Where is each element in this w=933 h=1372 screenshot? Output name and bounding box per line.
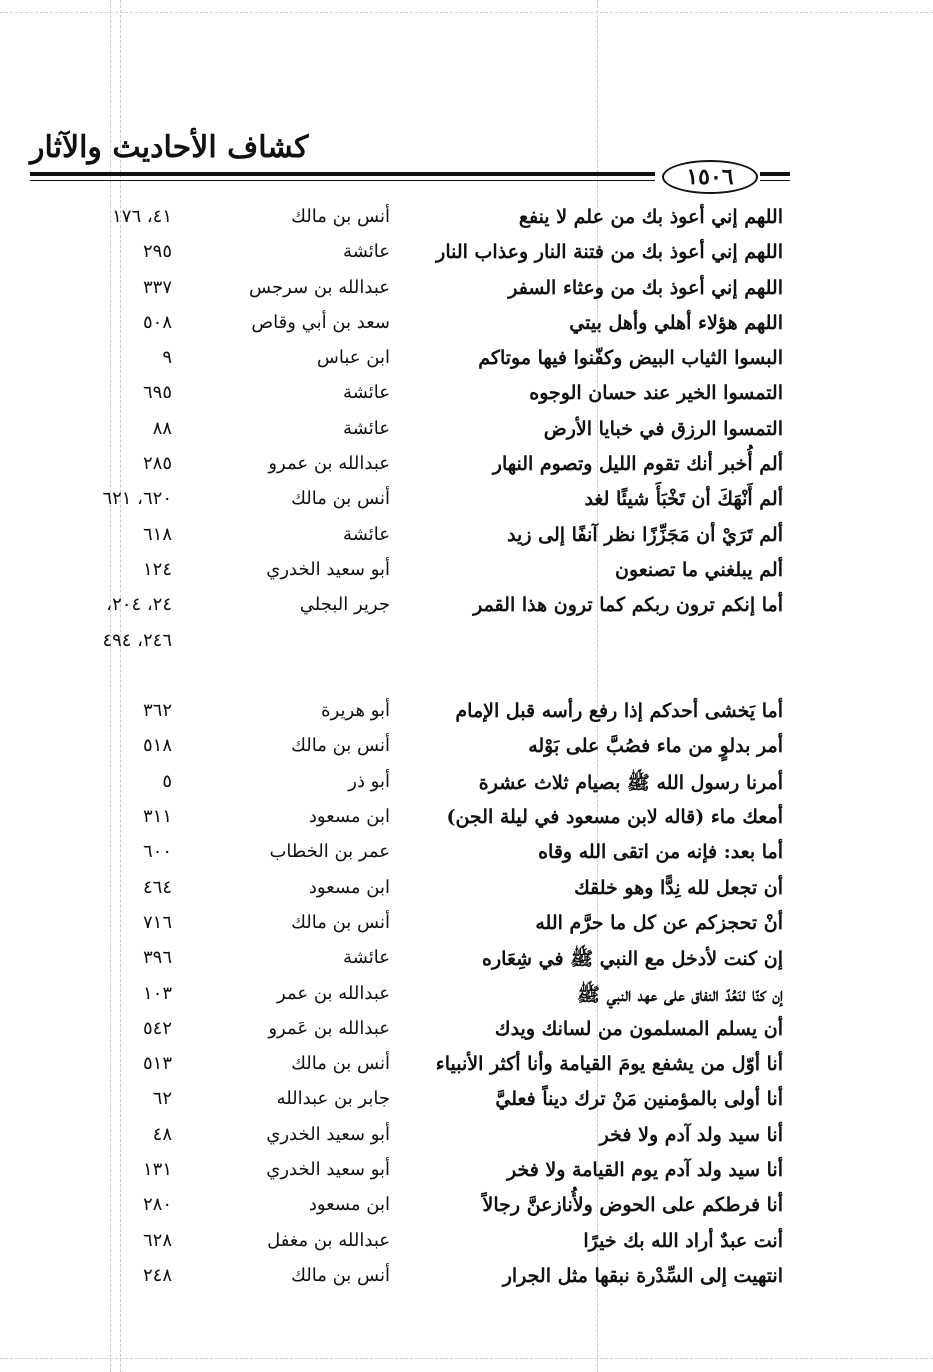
- page-refs: ٥١٣: [142, 1053, 172, 1075]
- hadith-text: التمسوا الرزق في خبايا الأرض: [543, 417, 783, 440]
- page-title: كشاف الأحاديث والآثار: [30, 130, 309, 165]
- narrator-name: عائشة: [343, 382, 390, 404]
- page-refs: ٥٤٢: [142, 1017, 172, 1039]
- hadith-text: التمسوا الخير عند حسان الوجوه: [529, 382, 783, 405]
- list-item: [0, 1188, 933, 1223]
- page-refs: ٧١٦: [142, 911, 172, 933]
- page-refs: ٣١١: [142, 806, 172, 828]
- list-item: [0, 588, 933, 623]
- page-refs: ٢٨٠: [142, 1194, 172, 1216]
- page-refs: ٢٤٨: [142, 1264, 172, 1286]
- page-refs: ١٠٣: [142, 982, 172, 1004]
- page-refs: ٤١، ١٧٦: [112, 206, 172, 227]
- list-item: [0, 977, 933, 1012]
- narrator-name: عمر بن الخطاب: [269, 841, 390, 863]
- list-item: [0, 729, 933, 764]
- list-item: [0, 341, 933, 376]
- narrator-name: أبو سعيد الخدري: [266, 1159, 390, 1181]
- hadith-text: أنا فرطكم على الحوض ولأُنازعنَّ رجالاً: [482, 1194, 783, 1217]
- hadith-text: انتهيت إلى السِّدْرة نبقها مثل الجرار: [502, 1264, 783, 1287]
- narrator-name: ابن مسعود: [308, 806, 390, 828]
- list-item: [0, 1153, 933, 1188]
- page-refs: ٢٩٥: [142, 241, 172, 263]
- hadith-text: أنا سيد ولد آدم ولا فخر: [599, 1123, 783, 1146]
- hadith-text: ألم أُخبر أنك تقوم الليل وتصوم النهار: [492, 453, 783, 476]
- hadith-text: أمرنا رسول الله ﷺ بصيام ثلاث عشرة: [478, 771, 783, 794]
- page-number: ١٥٠٦: [662, 160, 758, 194]
- page-refs: ٥٠٨: [142, 311, 172, 333]
- list-item: [0, 1082, 933, 1117]
- hadith-text: أن تجعل لله نِدًّا وهو خلقك: [574, 876, 783, 899]
- hadith-text: أنت عبدٌ أراد الله بك خيرًا: [583, 1229, 783, 1252]
- page-refs: ٩: [162, 347, 172, 369]
- hadith-text: ألم أَنْهَكَ أن تَخْبَأَ شيئًا لغد: [584, 488, 783, 511]
- hadith-text: إن كنت لأدخل مع النبي ﷺ في شِعَاره: [482, 948, 783, 971]
- narrator-name: عائشة: [343, 947, 390, 969]
- list-item: [0, 518, 933, 553]
- narrator-name: سعد بن أبي وقاص: [251, 311, 390, 333]
- page-refs: ٨٨: [152, 417, 172, 439]
- list-item: [0, 624, 933, 659]
- narrator-name: عبدالله بن مغفل: [267, 1229, 390, 1251]
- narrator-name: أنس بن مالك: [291, 488, 390, 510]
- list-item: [0, 447, 933, 482]
- list-item: [0, 306, 933, 341]
- list-item: [0, 694, 933, 729]
- narrator-name: أنس بن مالك: [291, 911, 390, 933]
- page-refs: ٦٢: [152, 1088, 172, 1110]
- hadith-text: اللهم إني أعوذ بك من وعثاء السفر: [508, 276, 783, 299]
- narrator-name: عبدالله بن عمرو: [268, 453, 390, 475]
- hadith-text: أنا أولى بالمؤمنين مَنْ ترك ديناً فعليَّ: [495, 1088, 783, 1111]
- page-refs: ٦٩٥: [142, 382, 172, 404]
- scan-fold-line: [0, 1358, 933, 1359]
- page-refs: ٦٢٠، ٦٢١: [102, 488, 172, 510]
- scan-fold-line: [0, 12, 933, 13]
- header-rule: [760, 180, 790, 181]
- page-refs: ٣٦٢: [142, 700, 172, 722]
- narrator-name: أنس بن مالك: [291, 1053, 390, 1075]
- hadith-text: اللهم إني أعوذ بك من علم لا ينفع: [518, 206, 783, 228]
- list-item: [0, 412, 933, 447]
- narrator-name: ابن مسعود: [308, 876, 390, 898]
- page-refs: ٦٠٠: [142, 841, 172, 863]
- page-refs: ٣٩٦: [142, 947, 172, 969]
- narrator-name: عبدالله بن سرجس: [249, 276, 390, 298]
- narrator-name: أبو هريرة: [321, 700, 390, 722]
- list-item: [0, 1047, 933, 1082]
- header-rule: [30, 180, 655, 181]
- hadith-text: أن يسلم المسلمون من لسانك ويدك: [494, 1017, 783, 1040]
- list-item: [0, 200, 933, 235]
- list-item: [0, 906, 933, 941]
- hadith-text: أما بعد: فإنه من اتقى الله وقاه: [538, 841, 783, 864]
- index-list: [0, 200, 933, 1294]
- list-item: [0, 376, 933, 411]
- list-item: [0, 835, 933, 870]
- narrator-name: أنس بن مالك: [291, 1264, 390, 1286]
- list-item: [0, 941, 933, 976]
- narrator-name: أبو سعيد الخدري: [266, 558, 390, 580]
- page-refs: ١٢٤: [142, 558, 172, 580]
- hadith-text: أمر بدلوٍ من ماء فصُبَّ على بَوْله: [528, 735, 783, 758]
- page-refs: ٢٤٦، ٤٩٤: [102, 629, 172, 651]
- hadith-text: اللهم هؤلاء أهلي وأهل بيتي: [569, 311, 783, 334]
- hadith-text: أما يَخشى أحدكم إذا رفع رأسه قبل الإمام: [455, 700, 783, 723]
- hadith-text: اللهم إني أعوذ بك من فتنة النار وعذاب النار: [436, 241, 783, 264]
- narrator-name: أنس بن مالك: [291, 206, 390, 227]
- list-item: [0, 235, 933, 270]
- narrator-name: ابن مسعود: [308, 1194, 390, 1216]
- header-rule: [760, 172, 790, 176]
- narrator-name: أبو سعيد الخدري: [266, 1123, 390, 1145]
- hadith-text: أنا أوّل من يشفع يومَ القيامة وأنا أكثر الأنبياء: [435, 1053, 783, 1076]
- narrator-name: عائشة: [343, 417, 390, 439]
- page-refs: ٦٢٨: [142, 1229, 172, 1251]
- page-refs: ٣٣٧: [142, 276, 172, 298]
- list-item: [0, 482, 933, 517]
- header-rule: [30, 172, 655, 176]
- narrator-name: عائشة: [343, 241, 390, 263]
- list-item: [0, 1259, 933, 1294]
- page-refs: ٦١٨: [142, 523, 172, 545]
- list-item: [0, 659, 933, 694]
- narrator-name: عبدالله بن عَمرو: [268, 1017, 390, 1039]
- narrator-name: عائشة: [343, 523, 390, 545]
- hadith-text: أما إنكم ترون ربكم كما ترون هذا القمر: [473, 594, 783, 617]
- hadith-text: البسوا الثياب البيض وكفّنوا فيها موتاكم: [478, 347, 783, 370]
- narrator-name: عبدالله بن عمر: [277, 982, 390, 1004]
- hadith-text: أمعك ماء (قاله لابن مسعود في ليلة الجن): [446, 806, 783, 829]
- list-item: [0, 553, 933, 588]
- hadith-text: أنا سيد ولد آدم يوم القيامة ولا فخر: [506, 1159, 783, 1182]
- narrator-name: ابن عباس: [316, 347, 390, 369]
- hadith-text: ألم تَرَيْ أن مَجَزِّزًا نظر آنفًا إلى زيد: [507, 523, 783, 546]
- list-item: [0, 1118, 933, 1153]
- hadith-text: إن كنّا لنَعُدّ النفاق على عهد النبي ﷺ: [577, 983, 783, 1006]
- list-item: [0, 800, 933, 835]
- narrator-name: جابر بن عبدالله: [276, 1088, 390, 1110]
- list-item: [0, 765, 933, 800]
- hadith-text: ألم يبلغني ما تصنعون: [614, 558, 783, 581]
- list-item: [0, 271, 933, 306]
- page-refs: ٢٤، ٢٠٤،: [106, 594, 172, 616]
- page-refs: ٢٨٥: [142, 453, 172, 475]
- narrator-name: أبو ذر: [348, 770, 390, 792]
- narrator-name: أنس بن مالك: [291, 735, 390, 757]
- page-refs: ٤٦٤: [142, 876, 172, 898]
- hadith-text: أنْ تحجزكم عن كل ما حرَّم الله: [535, 911, 783, 934]
- list-item: [0, 1224, 933, 1259]
- page-refs: ١٣١: [142, 1159, 172, 1181]
- narrator-name: جرير البجلي: [299, 594, 390, 616]
- page-refs: ٥: [162, 770, 172, 792]
- page-refs: ٤٨: [152, 1123, 172, 1145]
- list-item: [0, 1012, 933, 1047]
- list-item: [0, 871, 933, 906]
- page-refs: ٥١٨: [142, 735, 172, 757]
